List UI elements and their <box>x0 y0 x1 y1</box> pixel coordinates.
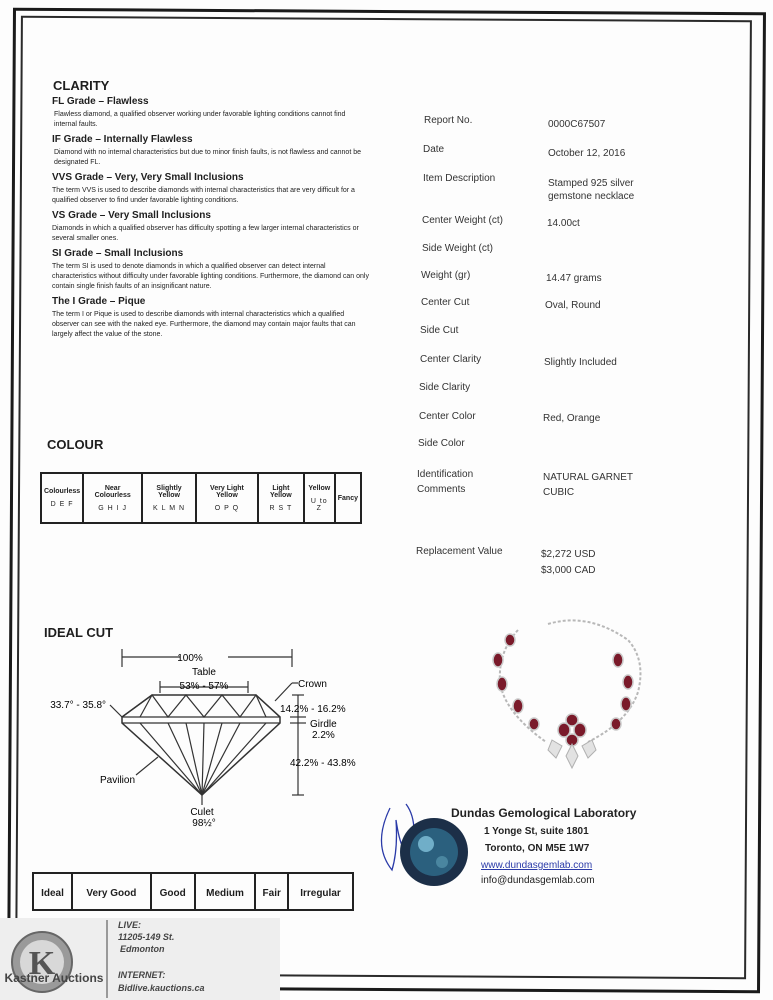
grade-vs-desc: Diamonds in which a qualified observer has difficulty spotting a few larger internal characteristics or several smaller ones. <box>52 225 359 242</box>
grade-si-title: SI Grade – Small Inclusions <box>52 248 184 259</box>
logo-brand-text: Kastner Auctions <box>4 971 104 985</box>
grade-if-title: IF Grade – Internally Flawless <box>52 134 193 145</box>
side-cut-label: Side Cut <box>420 325 459 336</box>
label-crown-angle: 33.7° - 35.8° <box>50 700 106 711</box>
lab-name: Dundas Gemological Laboratory <box>451 806 637 820</box>
colour-scale-table <box>40 472 362 524</box>
weight-gr-value: 14.47 grams <box>546 273 602 284</box>
replacement-cad-value: $3,000 CAD <box>541 565 596 576</box>
footer-live-city: Edmonton <box>120 944 165 954</box>
grade-vvs-title: VVS Grade – Very, Very Small Inclusions <box>52 172 244 183</box>
report-no-label: Report No. <box>424 115 473 126</box>
center-clarity-label: Center Clarity <box>420 354 482 365</box>
label-crown-height: 14.2% - 16.2% <box>280 704 346 715</box>
label-table-range: 53% - 57% <box>179 681 229 692</box>
footer-live-label: LIVE: <box>118 920 142 930</box>
identification-comments-label: Identification Comments <box>417 469 474 495</box>
weight-gr-label: Weight (gr) <box>421 270 471 281</box>
item-description-value: Stamped 925 silver gemstone necklace <box>548 178 635 202</box>
grade-fl-title: FL Grade – Flawless <box>52 96 149 107</box>
colour-cell-yellow: Yellow U to Z <box>304 473 335 523</box>
footer-divider <box>106 920 108 998</box>
center-weight-label: Center Weight (ct) <box>422 215 503 226</box>
cut-cell-irregular: Irregular <box>288 873 353 910</box>
report-no-value: 0000C67507 <box>548 119 606 130</box>
replacement-value-label: Replacement Value <box>416 546 503 557</box>
center-color-value: Red, Orange <box>543 413 601 424</box>
grade-fl-desc: Flawless diamond, a qualified observer working under favorable lighting conditions cannot find internal faults. <box>54 111 346 128</box>
lab-email[interactable]: info@dundasgemlab.com <box>481 875 595 886</box>
grade-vvs-desc: The term VVS is used to describe diamonds with internal characteristics that are very difficult for a qualified observer to find under favorable lighting conditions. <box>52 187 355 204</box>
colour-cell-very-light-yellow: Very Light Yellow O P Q <box>196 473 258 523</box>
replacement-usd-value: $2,272 USD <box>541 549 596 560</box>
cut-grade-table <box>32 872 354 911</box>
cut-cell-good: Good <box>151 873 195 910</box>
label-culet: Culet <box>190 807 214 818</box>
colour-cell-fancy: Fancy <box>335 473 361 523</box>
colour-title: COLOUR <box>47 437 104 452</box>
label-total-width: 100% <box>177 653 203 664</box>
footer-internet-site[interactable]: Bidlive.kauctions.ca <box>118 983 205 993</box>
center-clarity-value: Slightly Included <box>544 357 617 368</box>
grade-if-desc: Diamond with no internal characteristics but due to minor finish faults, is not flawless and cannot be designated FL. <box>54 149 361 166</box>
item-description-label: Item Description <box>423 173 496 184</box>
grade-vs-title: VS Grade – Very Small Inclusions <box>52 210 211 221</box>
ideal-cut-title: IDEAL CUT <box>44 625 114 640</box>
kastner-logo <box>4 922 104 998</box>
identification-comments-value: NATURAL GARNET CUBIC <box>543 472 633 498</box>
grade-i-title: The I Grade – Pique <box>52 296 146 307</box>
date-value: October 12, 2016 <box>548 148 626 159</box>
colour-cell-slightly-yellow: Slightly Yellow K L M N <box>142 473 196 523</box>
center-cut-label: Center Cut <box>421 297 470 308</box>
necklace-photo <box>478 612 660 782</box>
label-girdle-pct: 2.2% <box>312 730 335 741</box>
label-pavilion-depth: 42.2% - 43.8% <box>290 758 356 769</box>
cut-cell-very-good: Very Good <box>72 873 151 910</box>
clarity-section <box>52 96 372 340</box>
label-culet-pct: 98½° <box>192 818 216 829</box>
colour-cell-light-yellow: Light Yellow R S T <box>258 473 304 523</box>
side-weight-label: Side Weight (ct) <box>422 243 493 254</box>
side-color-label: Side Color <box>418 438 465 449</box>
lab-website-link[interactable]: www.dundasgemlab.com <box>481 860 593 871</box>
cut-cell-ideal: Ideal <box>33 873 72 910</box>
cut-cell-medium: Medium <box>195 873 256 910</box>
label-crown: Crown <box>298 679 327 690</box>
grade-si-desc: The term SI is used to denote diamonds in which a qualified observer can detect internal characteristics without difficulty under favorable lighting conditions. Furthermore, the diamond can only contain single finish faults of an insignificant nature. <box>52 263 369 290</box>
side-clarity-label: Side Clarity <box>419 382 471 393</box>
lab-address-line2: Toronto, ON M5E 1W7 <box>485 843 590 854</box>
footer-internet-label: INTERNET: <box>118 970 166 980</box>
lab-address-line1: 1 Yonge St, suite 1801 <box>484 826 589 837</box>
cut-cell-fair: Fair <box>255 873 288 910</box>
center-weight-value: 14.00ct <box>547 218 580 229</box>
grade-i-desc: The term I or Pique is used to describe diamonds with internal characteristics which a qualified observer can see with the naked eye. Furthermore, the diamond may contain major faults that can largely affect the value of the stone. <box>52 311 356 338</box>
center-color-label: Center Color <box>419 411 476 422</box>
label-pavilion: Pavilion <box>100 775 136 786</box>
colour-cell-near-colourless: Near Colourless G H I J <box>83 473 142 523</box>
label-girdle: Girdle <box>310 719 337 730</box>
label-table: Table <box>192 667 216 678</box>
colour-cell-colourless: Colourless D E F <box>41 473 83 523</box>
footer-live-address: 11205-149 St. <box>118 932 175 942</box>
ideal-cut-diagram <box>40 645 360 830</box>
date-label: Date <box>423 144 445 155</box>
center-cut-value: Oval, Round <box>545 300 601 311</box>
clarity-title: CLARITY <box>53 78 110 93</box>
svg-text:K: K <box>28 945 56 982</box>
